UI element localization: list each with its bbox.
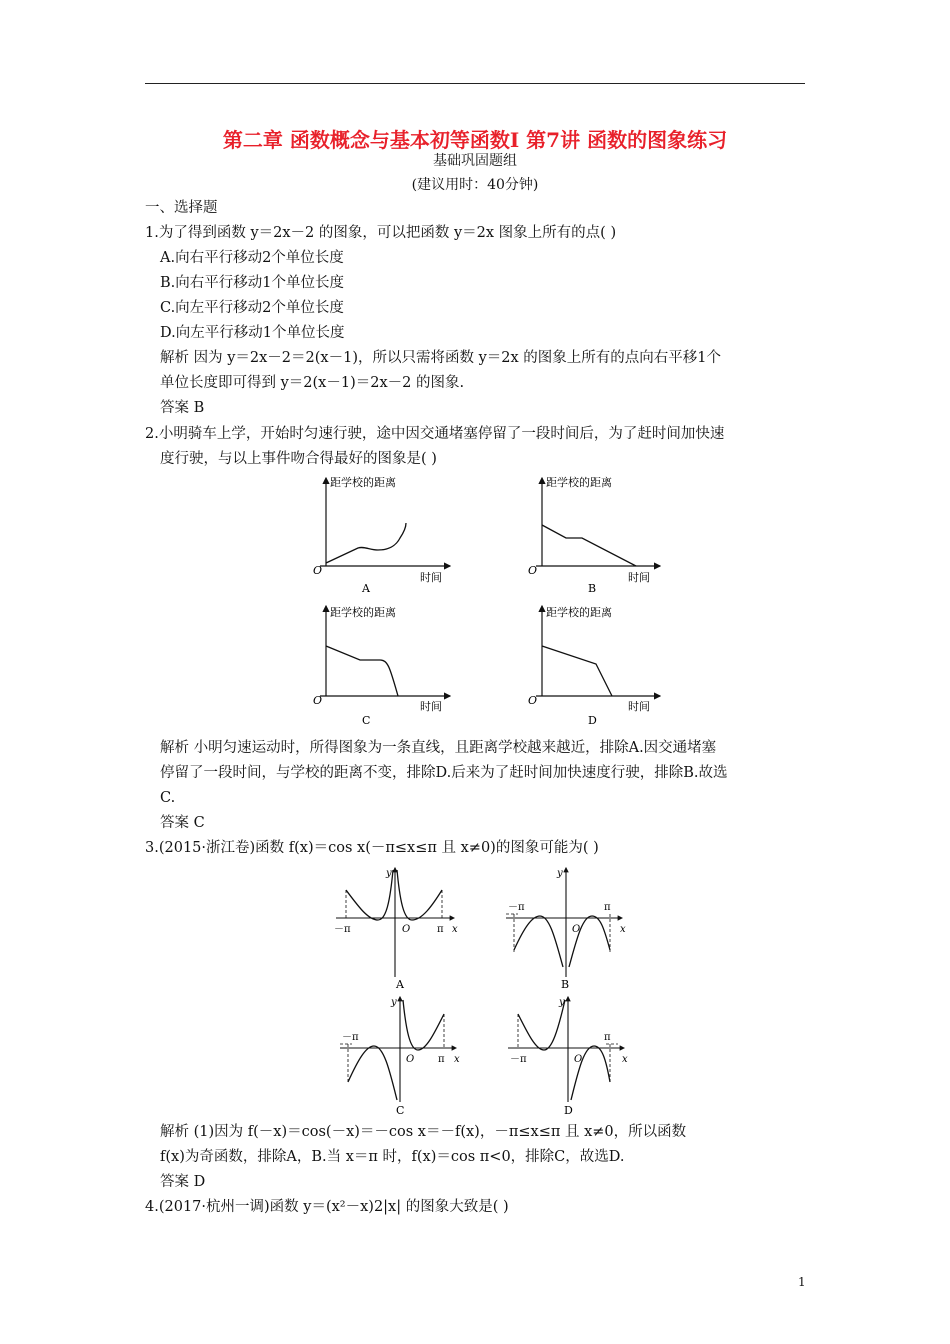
q3-d-x: x	[622, 1054, 628, 1065]
q3-b-negpi: －π	[508, 902, 525, 913]
q2-graph-b-label: B	[588, 582, 597, 595]
q1-option-c: C.向左平行移动2个单位长度	[160, 300, 344, 316]
q1-option-a: A.向右平行移动2个单位长度	[160, 250, 344, 266]
page-title: 第二章 函数概念与基本初等函数Ⅰ 第7讲 函数的图象练习	[222, 128, 728, 152]
q1-stem: 1.为了得到函数 y＝2x－2 的图象，可以把函数 y＝2x 图象上所有的点( )	[145, 225, 617, 241]
q3-b-label: B	[561, 978, 570, 991]
q3-stem: 3.(2015·浙江卷)函数 f(x)＝cos x(－π≤x≤π 且 x≠0)的图象可能为( )	[145, 840, 599, 856]
q3-a-origin: O	[402, 924, 411, 935]
q3-c-x: x	[454, 1054, 460, 1065]
q3-a-label: A	[396, 978, 404, 991]
q2-curve-b	[542, 525, 636, 566]
q1-answer: 答案 B	[160, 400, 205, 416]
q3-b-y: y	[557, 868, 563, 879]
q2-graph-d-ylabel: 距学校的距离	[546, 606, 612, 619]
q3-graph-c	[340, 997, 460, 1117]
q2-graph-a-xlabel: 时间	[420, 571, 442, 584]
time-hint: (建议用时：40分钟)	[411, 177, 539, 193]
q2-graph-a	[313, 475, 450, 595]
q3-a-y: y	[386, 868, 392, 879]
q3-graph-b	[506, 868, 626, 991]
q1-analysis-line2: 单位长度即可得到 y＝2(x－1)＝2x－2 的图象.	[160, 375, 465, 391]
q3-b-pi: π	[604, 902, 611, 913]
q3-d-pi: π	[604, 1032, 611, 1043]
page-subtitle: 基础巩固题组	[433, 153, 517, 169]
q2-graph-d-origin: O	[528, 694, 538, 707]
header-rule	[145, 83, 805, 84]
q2-graph-a-label: A	[362, 582, 370, 595]
q3-answer: 答案 D	[160, 1174, 206, 1190]
q2-graph-b-xlabel: 时间	[628, 571, 650, 584]
q3-analysis-line1: 解析 (1)因为 f(－x)＝cos(－x)＝－cos x＝－f(x)，－π≤x≤π 且 x≠0，所以函数	[160, 1124, 687, 1140]
page-number: 1	[798, 1275, 806, 1289]
q2-graph-c-label: C	[362, 714, 371, 727]
q3-b-x: x	[620, 924, 626, 935]
q3-a-negpi: －π	[334, 924, 351, 935]
q3-d-origin: O	[574, 1054, 583, 1065]
q1-option-d: D.向左平行移动1个单位长度	[160, 325, 345, 341]
q3-d-negpi: －π	[510, 1054, 527, 1065]
q2-curve-a	[326, 523, 406, 563]
q2-graph-d	[528, 605, 660, 727]
q2-answer: 答案 C	[160, 815, 205, 831]
q3-c-negpi: －π	[342, 1032, 359, 1043]
q4-stem: 4.(2017·杭州一调)函数 y＝(x²－x)2|x| 的图象大致是( )	[145, 1199, 509, 1215]
q3-b-origin: O	[572, 924, 581, 935]
q2-curve-d	[542, 646, 612, 696]
q2-analysis-line3: C.	[160, 790, 176, 806]
q2-graph-a-ylabel: 距学校的距离	[330, 476, 396, 489]
q3-c-label: C	[396, 1104, 405, 1117]
q2-graph-d-xlabel: 时间	[628, 700, 650, 713]
q3-a-x: x	[452, 924, 458, 935]
q2-graph-c-origin: O	[313, 694, 323, 707]
q3-c-origin: O	[406, 1054, 415, 1065]
q2-graph-c-ylabel: 距学校的距离	[330, 606, 396, 619]
q2-stem-line2: 度行驶，与以上事件吻合得最好的图象是( )	[160, 451, 437, 467]
q3-graph-d	[508, 997, 628, 1117]
q3-d-label: D	[564, 1104, 573, 1117]
q1-analysis-line1: 解析 因为 y＝2x－2＝2(x－1)，所以只需将函数 y＝2x 的图象上所有的点向右平移1个	[160, 350, 722, 366]
q2-graph-b-ylabel: 距学校的距离	[546, 476, 612, 489]
q3-c-y: y	[391, 997, 397, 1008]
q2-graph-b	[528, 475, 660, 595]
q2-figure	[300, 470, 670, 730]
q2-graph-a-origin: O	[313, 564, 323, 577]
q3-graph-a	[334, 868, 458, 991]
q3-analysis-line2: f(x)为奇函数，排除A，B.当 x＝π 时，f(x)＝cos π<0，排除C，故选D.	[160, 1149, 625, 1165]
q2-graph-b-origin: O	[528, 564, 538, 577]
q2-analysis-line2: 停留了一段时间，与学校的距离不变，排除D.后来为了赶时间加快速度行驶，排除B.故选	[160, 765, 728, 781]
q3-figure	[330, 862, 640, 1117]
q3-c-pi: π	[438, 1054, 445, 1065]
q2-graph-c-xlabel: 时间	[420, 700, 442, 713]
q2-graph-d-label: D	[588, 714, 597, 727]
section-heading: 一、选择题	[145, 200, 218, 216]
q2-analysis-line1: 解析 小明匀速运动时，所得图象为一条直线，且距离学校越来越近，排除A.因交通堵塞	[160, 740, 717, 756]
q2-graph-c	[313, 605, 450, 727]
q3-d-y: y	[559, 997, 565, 1008]
q1-option-b: B.向右平行移动1个单位长度	[160, 275, 344, 291]
q2-stem-line1: 2.小明骑车上学，开始时匀速行驶，途中因交通堵塞停留了一段时间后，为了赶时间加快速	[145, 426, 725, 442]
q3-a-pi: π	[437, 924, 444, 935]
q2-curve-c	[326, 646, 398, 696]
